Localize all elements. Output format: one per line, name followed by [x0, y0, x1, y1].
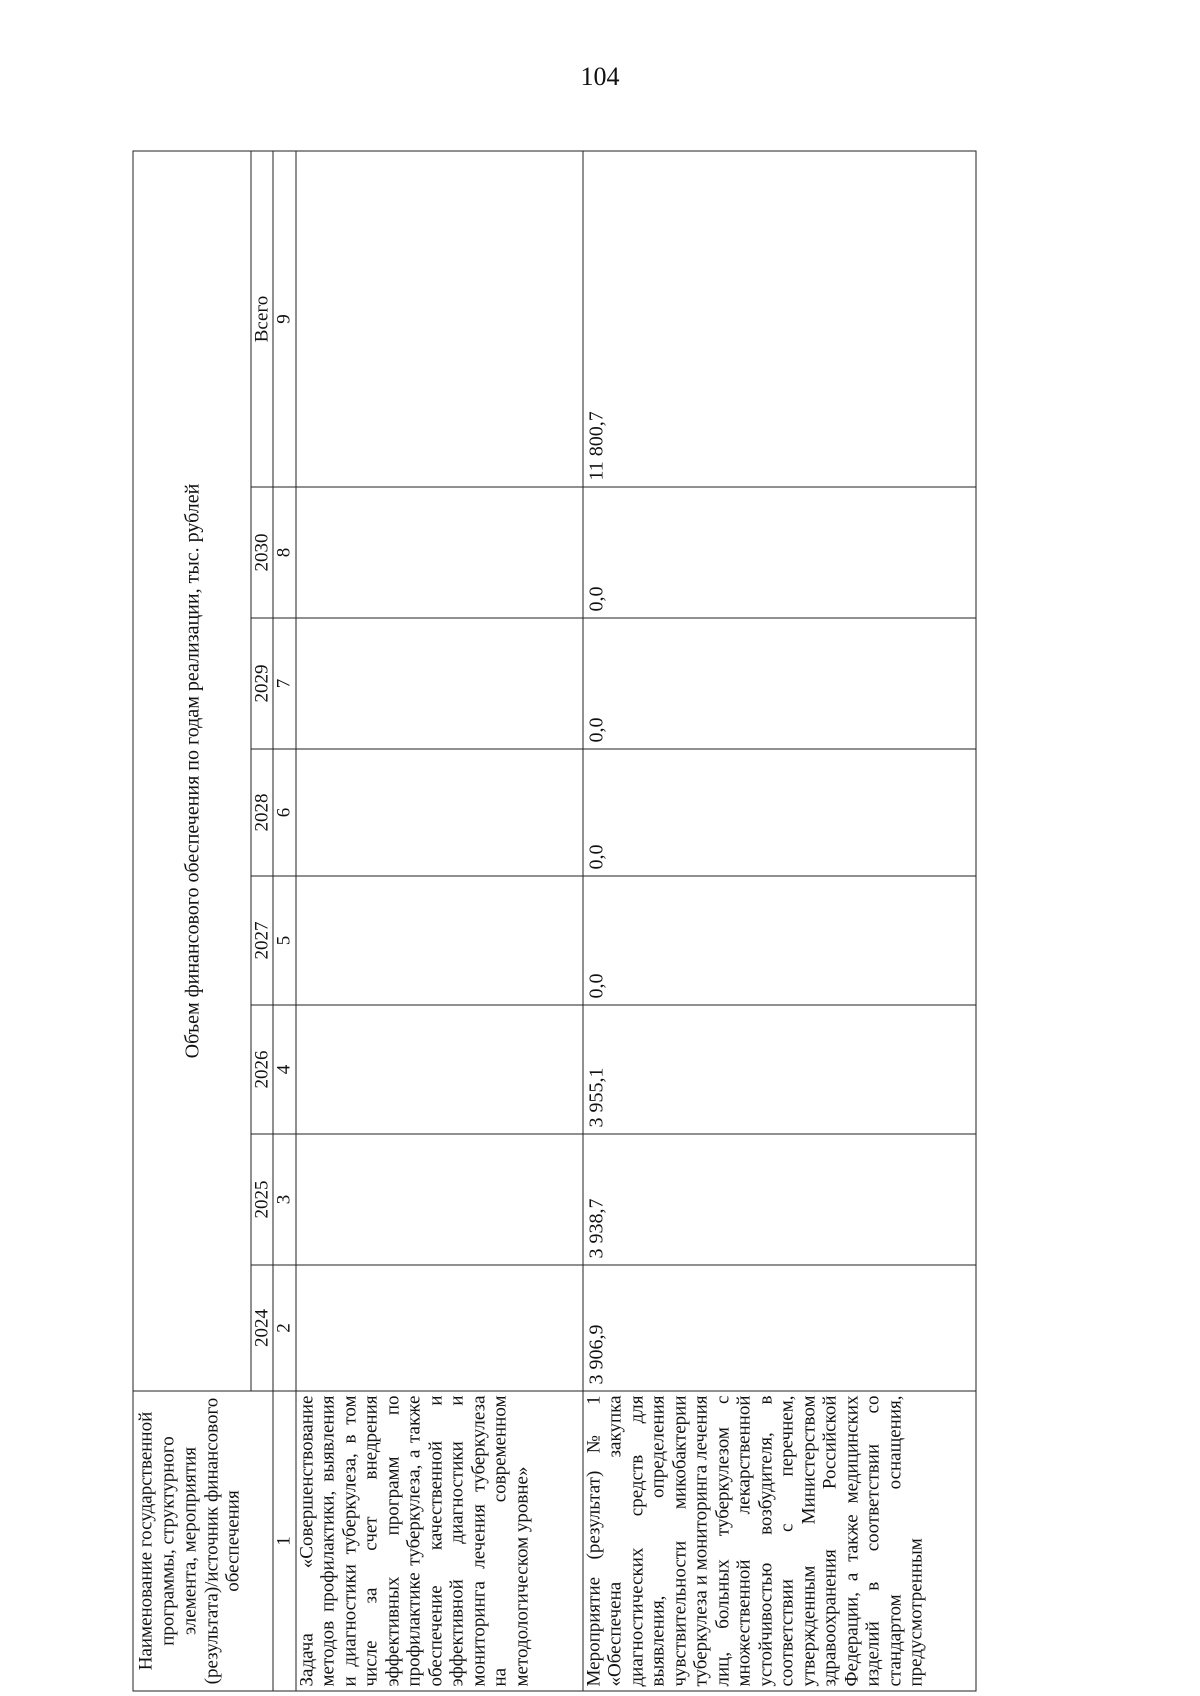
column-number: 8 [273, 487, 295, 618]
value-cell: 0,0 [583, 876, 976, 1005]
header-year: 2025 [251, 1134, 273, 1265]
value-cell [296, 1265, 583, 1391]
value-cell [296, 487, 583, 618]
column-number: 5 [273, 876, 295, 1005]
header-total: Всего [251, 150, 273, 486]
table-row-task [296, 150, 583, 1690]
header-year: 2028 [251, 749, 273, 876]
value-cell [296, 618, 583, 749]
column-number: 7 [273, 618, 295, 749]
column-number: 9 [273, 150, 295, 486]
value-cell [296, 1134, 583, 1265]
rotated-table-container [133, 151, 1068, 1691]
value-cell [296, 749, 583, 876]
header-row-top [133, 150, 251, 1690]
header-year: 2026 [251, 1005, 273, 1134]
value-cell: 3 955,1 [583, 1005, 976, 1134]
value-cell: 0,0 [583, 749, 976, 876]
header-year: 2029 [251, 618, 273, 749]
header-year: 2024 [251, 1265, 273, 1391]
column-number: 2 [273, 1265, 295, 1391]
header-volume-title: Объем финансового обеспечения по годам реализации, тыс. рублей [133, 150, 251, 1390]
value-cell [296, 1005, 583, 1134]
row-name-text: Мероприятие (результат) № 1 «Обеспечена закупка диагностических средств для выявления, определения чувствительности микобактерии туберкулеза и мониторинга лечения лиц, больных туберкулезом с множественной лекарственной устойчивостью возбудителя, в соответствии с перечнем, утвержденным Министерством здравоохранения Российской Федерации, а также медицинских изделий в соответствии со стандартом оснащения, предусмотренным [583, 1395, 927, 1686]
row-name-cell [583, 1391, 976, 1691]
value-cell: 0,0 [583, 487, 976, 618]
financing-table [133, 150, 977, 1691]
column-number: 4 [273, 1005, 295, 1134]
total-cell [296, 150, 583, 486]
row-name-text-last: методологическом уровне» [511, 1466, 533, 1686]
header-year: 2027 [251, 876, 273, 1005]
header-year: 2030 [251, 487, 273, 618]
total-cell: 11 800,7 [583, 150, 976, 486]
value-cell [296, 876, 583, 1005]
header-row-column-numbers [273, 150, 295, 1690]
row-name-cell [296, 1391, 583, 1691]
row-name-text: Задача «Совершенствование методов профилактики, выявления и диагностики туберкулеза, в том числе за счет внедрения эффективных программ по профилактике туберкулеза, а также обеспечение качественной и эффективной диагностики и мониторинга лечения туберкулеза на современном [296, 1395, 511, 1686]
table-row-event-1 [583, 150, 976, 1690]
page-number: 104 [580, 62, 620, 91]
value-cell: 3 938,7 [583, 1134, 976, 1265]
column-number: 6 [273, 749, 295, 876]
value-cell: 0,0 [583, 618, 976, 749]
column-number: 3 [273, 1134, 295, 1265]
column-number: 1 [273, 1391, 295, 1691]
value-cell: 3 906,9 [583, 1265, 976, 1391]
header-name-column: Наименование государственной программы, структурного элемента, мероприятия (результата)/источник финансового обеспечения [133, 1391, 273, 1691]
